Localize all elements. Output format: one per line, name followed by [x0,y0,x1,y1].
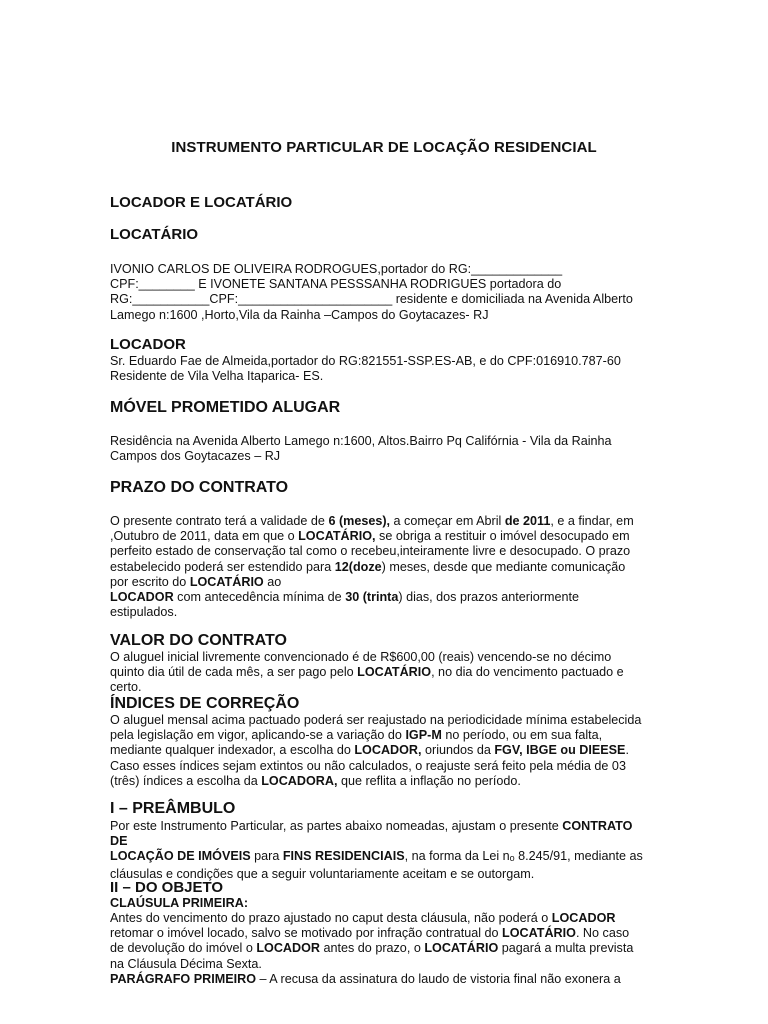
prazo-paragraph [110,514,670,620]
movel-paragraph [110,434,670,464]
document-title: INSTRUMENTO PARTICULAR DE LOCAÇÃO RESIDENCIAL [171,139,597,156]
text-line: Campos dos Goytacazes – RJ [110,449,281,464]
text-line: por escrito do LOCATÁRIO ao [110,574,282,589]
text-line: PARÁGRAFO PRIMEIRO – A recusa da assinatura do laudo de vistoria final não exonera a [110,971,621,986]
text-line: Residência na Avenida Alberto Lamego n:1600, Altos.Bairro Pq Califórnia - Vila da Rainha [110,434,612,448]
locador-paragraph [110,354,670,384]
text-line: na Cláusula Décima Sexta. [110,956,262,971]
text-line: cláusulas e condições que a seguir voluntariamente aceitam e se outorgam. [110,866,535,881]
heading-preambulo: I – PREÂMBULO [110,800,236,817]
text-line: IVONIO CARLOS DE OLIVEIRA RODROGUES,portador do RG:_____________ [110,262,563,276]
heading-locatario: LOCATÁRIO [110,226,199,243]
heading-prazo: PRAZO DO CONTRATO [110,479,289,496]
text-line: Residente de Vila Velha Itaparica- ES. [110,369,324,384]
text-line: estabelecido poderá ser estendido para 12(doze) meses, desde que mediante comunicação [110,559,626,574]
text-line: retomar o imóvel locado, salvo se motivado por infração contratual do LOCATÁRIO. No caso [110,926,630,941]
heading-locador: LOCADOR [110,336,186,353]
text-line: ,Outubro de 2011, data em que o LOCATÁRIO, se obriga a restituir o imóvel desocupado em [110,529,630,544]
text-line: quinto dia útil de cada mês, a ser pago pelo LOCATÁRIO, no dia do vencimento pactuado e [110,665,624,680]
heading-movel: MÓVEL PROMETIDO ALUGAR [110,399,341,416]
text-line: Por este Instrumento Particular, as partes abaixo nomeadas, ajustam o presente CONTRATO [110,819,633,833]
preambulo-paragraph [110,819,670,882]
text-line: Sr. Eduardo Fae de Almeida,portador do RG:821551-SSP.ES-AB, e do CPF:016910.787-60 [110,354,621,368]
valor-paragraph [110,650,670,696]
text-line: CPF:________ E IVONETE SANTANA PESSSANHA RODRIGUES portadora do [110,277,562,292]
heading-parties: LOCADOR E LOCATÁRIO [110,194,293,211]
text-line: estipulados. [110,605,178,620]
clausula-heading-line [110,896,670,911]
text-line: LOCADOR com antecedência mínima de 30 (trinta) dias, dos prazos anteriormente [110,590,579,605]
text-line: (três) índices a escolha da LOCADORA, que reflita a inflação no período. [110,773,521,788]
text-line: DE [110,834,128,849]
text-line: O aluguel inicial livremente convencionado é de R$600,00 (reais) vencendo-se no décimo [110,650,612,664]
indices-paragraph [110,713,670,789]
heading-valor: VALOR DO CONTRATO [110,632,287,649]
text-line: O aluguel mensal acima pactuado poderá ser reajustado na periodicidade mínima estabelecida [110,713,642,727]
text-line: certo. [110,680,142,695]
text-line: pela legislação em vigor, aplicando-se a variação do IGP-M no período, ou em sua falta, [110,728,603,743]
text-line: Lamego n:1600 ,Horto,Vila da Rainha –Campos do Goytacazes- RJ [110,307,489,322]
locatario-paragraph [110,262,670,323]
text-line: Antes do vencimento do prazo ajustado no caput desta cláusula, não poderá o LOCADOR [110,911,616,925]
text-line: de devolução do imóvel o LOCADOR antes do prazo, o LOCATÁRIO pagará a multa prevista [110,941,634,956]
text-line: perfeito estado de conservação tal como o recebeu,inteiramente livre e desocupado. O prazo [110,544,631,559]
text-line: Caso esses índices sejam extintos ou não calculados, o reajuste será feito pela média de 03 [110,758,626,773]
text-line: LOCAÇÃO DE IMÓVEIS para FINS RESIDENCIAIS, na forma da Lei no 8.245/91, mediante as [110,849,643,864]
text-line: mediante qualquer indexador, a escolha do LOCADOR, oriundos da FGV, IBGE ou DIEESE. [110,743,629,758]
text-line: CLAÚSULA PRIMEIRA: [110,896,249,910]
heading-indices: ÍNDICES DE CORREÇÃO [110,695,300,712]
clausula-paragraph [110,911,670,987]
text-line: O presente contrato terá a validade de 6 (meses), a começar em Abril de 2011, e a findar, em [110,514,634,528]
heading-objeto: II – DO OBJETO [110,879,224,896]
text-line: RG:___________CPF:______________________ residente e domiciliada na Avenida Alberto [110,292,633,307]
